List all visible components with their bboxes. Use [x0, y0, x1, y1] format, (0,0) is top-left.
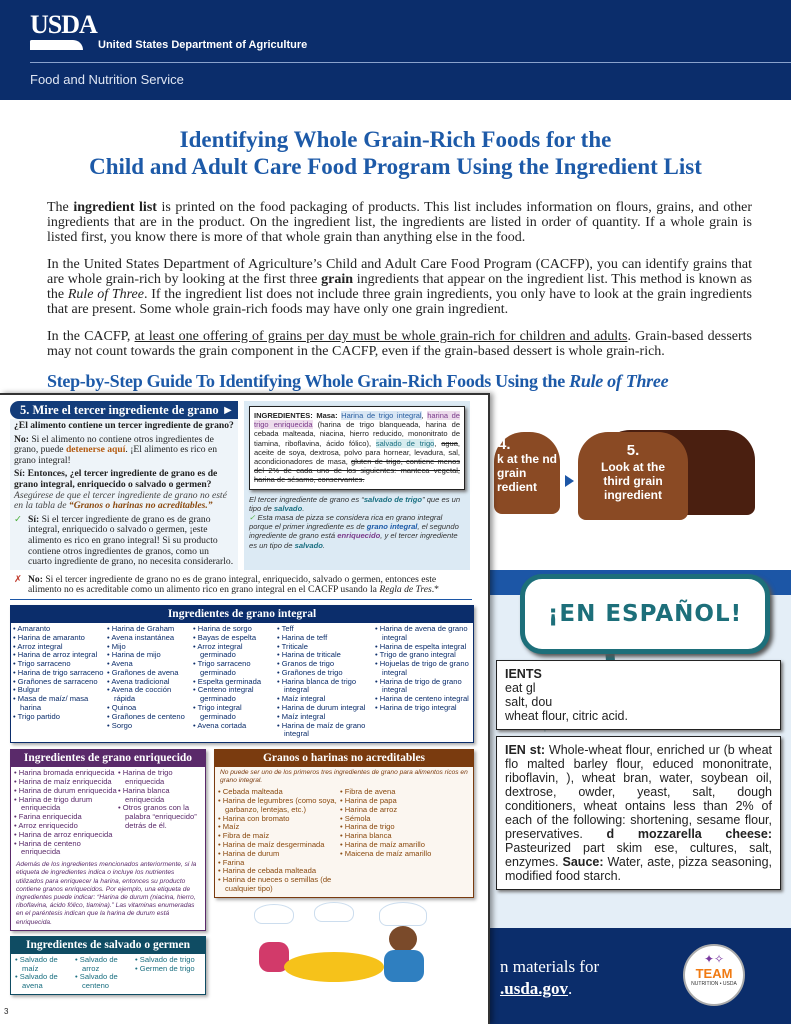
ingredient-item: • Harina de arroz [340, 806, 468, 815]
ingredient-item: • Harina de trigo integral [375, 704, 471, 713]
text: (harina de trigo blanqueada, harina de cebada malteada, niacina, hierro reducido, mononitrato de tiamina, riboflavina, ácido fólico), [254, 420, 461, 448]
text: Step-by-Step Guide To Identifying Whole Grain-Rich Foods Using the [47, 371, 570, 391]
x-mark-icon: ✗ [14, 573, 23, 585]
question: ¿El alimento contiene un tercer ingrediente de grano? [14, 420, 234, 431]
text: . [322, 540, 326, 550]
ingredient-item: • Harina de centeno integral [375, 695, 471, 704]
ingredient-item: • Salvado de avena [15, 973, 75, 991]
ingredient-item: • Trigo partido [13, 713, 107, 722]
usda-header [0, 0, 791, 100]
text: Sí: Entonces, ¿el tercer ingrediente de grano es de grano integral, enriquecido o salvado o germen? [14, 468, 218, 490]
chef-hat-icon [314, 902, 354, 922]
text: The [47, 200, 74, 215]
ingredient-item: • Harina de trigo [340, 823, 468, 832]
text: ” que es un tipo de [249, 494, 461, 513]
spanish-ingredient-label: INGREDIENTES: Masa: Harina de trigo integral, harina de trigo enriquecida (harina de trigo blanqueada, harina de cebada malteada, niacina, hierro reducido, mononitrato de tiamina, riboflavina, ácido fólico), salvado de trigo, agua, aceite de soya, dextrosa, polvo para hornear, levadura, sal, acondicionadores de masa, gluten de trigo, contiene menos del 2% de cada uno de los siguientes: manteca vegetal, harina de sésamo, conservantes. [249, 406, 465, 490]
ingredient-column [107, 625, 193, 731]
ingredient-item: • Farina enriquecida [14, 813, 118, 822]
ingredient-item: • Salvado de trigo [135, 956, 195, 965]
usda-logo: USDA [30, 10, 97, 39]
ingredient-item: • Harina de maíz amarillo [340, 841, 468, 850]
text: Si el tercer ingrediente de grano es de grano integral, enriquecido o salvado o germen, ¡este alimento es rico en grano integral! Si su producto contiene otros ingredientes de granos, como un cuarto ingrediente de grano, no necesita considerarlo. [28, 513, 234, 568]
text: In the United States Department of Agriculture’s Child and Adult Care Food Program (CACFP), you can identify grains that are whole grain-rich by looking at the first three [47, 257, 752, 287]
text: . ¡El alimento es rico en grano integral! [14, 444, 218, 466]
ingredient-item: • Granos de trigo [277, 660, 375, 669]
text: Esta masa de pizza se considera rica en grano integral porque el primer ingrediente es de [249, 513, 443, 532]
ingredient-item: • Harina de arroz enriquecida [14, 831, 118, 840]
enriched-grain-table [10, 749, 206, 931]
ingredient-column [14, 769, 118, 857]
ingredient-item: • Maíz integral [277, 695, 375, 704]
text: st: [529, 743, 546, 757]
ingredient-item: • Otros granos con la palabra “enriquecido” detrás de él. [118, 804, 202, 830]
arrow-right-icon [565, 475, 574, 487]
step-5-title: 5. Mire el tercer ingrediente de grano ► [10, 401, 238, 419]
ingredient-item: • Maíz [218, 823, 340, 832]
footer-text: n materials for .usda.gov. [500, 957, 600, 998]
ingredient-item: • Avena instantánea [107, 634, 193, 643]
intro-paragraph [47, 200, 752, 245]
chef-hat-icon [254, 904, 294, 924]
noncreditable-table [214, 749, 474, 898]
checkmark-icon: ✓ [14, 513, 23, 525]
text: Si el alimento no contiene otros ingredientes de grano, puede [14, 433, 214, 456]
ingredient-item: • Trigo de grano integral [375, 651, 471, 660]
ingredient-column [135, 956, 195, 974]
ingredient-item: • Avena tradicional [107, 678, 193, 687]
table-icon [284, 952, 384, 982]
ingredient-item: • Grañones de centeno [107, 713, 193, 722]
text: n materials for [500, 957, 600, 976]
text: Sauce: [562, 855, 604, 869]
text: No: [14, 433, 29, 445]
text: ingredient list [73, 200, 157, 215]
bread-step-5 [578, 432, 688, 520]
spanish-insert-page [0, 393, 490, 1024]
ingredient-item: • Quinoa [107, 704, 193, 713]
ingredient-item: • Harina de durum enriquecida [14, 787, 118, 796]
ingredient-item: • Fibra de maíz [218, 832, 340, 841]
ingredient-item: • Harina blanca [340, 832, 468, 841]
text: INGREDIENTES: Masa: [254, 411, 338, 420]
ingredient-item: • Masa de maíz/ masa harina [13, 695, 107, 713]
text: grain [321, 272, 354, 287]
example-panel [244, 401, 470, 570]
text: Pasteurized part skim ese, cultures, salt, enzymes. [505, 841, 772, 869]
text: Water, aste, pizza seasoning, modified food starch. [505, 855, 772, 883]
ingredient-column [340, 788, 468, 858]
text: d mozzarella cheese: [606, 827, 772, 841]
cacfp-paragraph [47, 329, 752, 359]
ingredient-item: • Arroz integral germinado [193, 643, 277, 661]
lower-tables [10, 749, 484, 995]
text: wheat flour, citric acid. [505, 709, 628, 723]
team-nutrition-logo [683, 944, 745, 1006]
text: ingredients that appear on the ingredient list. This method is known as the [47, 272, 752, 302]
step-5-content [10, 419, 238, 570]
ingredient-item: • Harina de durum [218, 850, 340, 859]
header-divider [30, 62, 791, 63]
text: agua [441, 438, 458, 448]
bran-germ-table [10, 936, 206, 995]
text: IENTS [505, 667, 542, 681]
ingredient-item: • Salvado de maíz [15, 956, 75, 974]
ingredient-item: • Sorgo [107, 722, 193, 731]
text: Si el tercer ingrediente de grano no es de grano integral, enriquecido, salvado o germen, entonces este alimento no es acreditable como un alimento rico en grano integral en el CACFP usando la [28, 573, 437, 596]
ingredient-column [118, 769, 202, 831]
text: . [302, 503, 305, 513]
text: .* [431, 584, 439, 596]
noncreditable-intro: No puede ser uno de los primeros tres ingredientes de grano para alimentos ricos en grano integral. [220, 769, 468, 785]
text: Whole-wheat flour, enriched ur (b wheat flo malted barley flour, educed mononitrate, riboflavin, ), wheat bran, water, soybean oil, dextrose, owder, yeast, salt, dough conditioners, wheat ontains less than 2% of each of the following: shortening, sesame flour, preservatives. [505, 743, 772, 841]
text: No: [28, 573, 43, 585]
text: Rule of Three [67, 287, 144, 302]
text: Harina de trigo integral [341, 411, 422, 420]
text: eat gl [505, 681, 536, 695]
ingredient-column [15, 956, 75, 991]
text: grano integral [366, 522, 418, 532]
ingredient-item: • Harina bromada enriquecida [14, 769, 118, 778]
en-espanol-badge[interactable]: ¡EN ESPAÑOL! [520, 574, 770, 654]
ingredient-item: • Harina de centeno enriquecida [14, 840, 118, 858]
ingredient-item: • Harina de legumbres (como soya, garbanzo, lentejas, etc.) [218, 797, 340, 815]
ingredient-item: • Espelta germinada [193, 678, 277, 687]
text: El tercer ingrediente de grano es “ [249, 494, 364, 504]
ingredient-column [13, 625, 107, 722]
text: Asegúrese de que el tercer ingrediente de grano no esté en la tabla de [14, 489, 227, 512]
ingredient-item: • Harina de amaranto [13, 634, 107, 643]
ingredient-item: • Harina de maíz desgerminada [218, 841, 340, 850]
rule-paragraph [47, 257, 752, 317]
ingredient-item: • Harina blanca de trigo integral [277, 678, 375, 696]
text: harina de trigo enriquecida [254, 411, 460, 430]
title-line: Identifying Whole Grain-Rich Foods for the [179, 127, 612, 152]
table-title: Granos o harinas no acreditables [215, 750, 473, 767]
lower-right [214, 749, 474, 995]
whole-grain-table [10, 605, 474, 743]
ingredient-item: • Grañones de trigo [277, 669, 375, 678]
text: salvado [273, 503, 303, 513]
table-title: Ingredientes de grano enriquecido [11, 750, 205, 767]
step-5-left [10, 401, 238, 570]
ingredient-item: • Sémola [340, 815, 468, 824]
department-name: United States Department of Agriculture [98, 39, 308, 51]
footer-link[interactable]: .usda.gov [500, 979, 569, 998]
logo-text: TEAM [695, 966, 733, 981]
children-baking-illustration [214, 902, 474, 982]
ingredient-item: • Harina de papa [340, 797, 468, 806]
chef-hat-icon [379, 902, 427, 926]
text: is printed on the food packaging of products. This list includes information on flours, grains, and other ingredients that are in the product. On the ingredient list, the ingredients are listed in order of quantity. If a whole grain is listed first, you know there is more of that whole grain than anything else in the food. [47, 200, 753, 245]
ingredient-item: • Arroz integral [13, 643, 107, 652]
ingredient-item: • Grañones de avena [107, 669, 193, 678]
text: salt, dou [505, 695, 553, 709]
ingredient-item: • Harina de maíz de grano integral [277, 722, 375, 740]
ingredient-column [277, 625, 375, 739]
ingredient-item: • Teff [277, 625, 375, 634]
logo-ring-text: NUTRITION • USDA [691, 981, 737, 987]
bread-step-4 [494, 432, 560, 514]
ingredient-item: • Fibra de avena [340, 788, 468, 797]
step-guide-heading [47, 371, 752, 391]
ingredient-column [193, 625, 277, 731]
table-title: Ingredientes de grano integral [11, 606, 473, 623]
ingredient-item: • Harina de mijo [107, 651, 193, 660]
page-number: 3 [4, 1007, 9, 1016]
text: enriquecido [337, 531, 381, 541]
step-number: 5. [626, 442, 640, 459]
text: Regla de Tres [379, 584, 432, 596]
checkmark-icon: ✓ [249, 513, 256, 523]
text: salvado de trigo [363, 494, 423, 504]
text: , el segundo ingrediente de grano está [249, 522, 459, 541]
step-5-section [10, 401, 484, 570]
ingredient-item: • Grañones de sarraceno [13, 678, 107, 687]
ingredient-item: • Harina con bromato [218, 815, 340, 824]
ingredient-item: • Trigo sarraceno [13, 660, 107, 669]
ingredient-item: • Amaranto [13, 625, 107, 634]
ingredient-item: • Arroz enriquecido [14, 822, 118, 831]
ingredient-item: • Harina de arroz integral [13, 651, 107, 660]
ingredient-item: • Harina de triticale [277, 651, 375, 660]
ingredient-item: • Hojuelas de trigo de grano integral [375, 660, 471, 678]
text: . Grain-based desserts may not count towards the grain component in the CACFP, even if the grain-based dessert is whole grain-rich. [47, 329, 752, 359]
ingredient-item: • Salvado de arroz [75, 956, 135, 974]
ingredient-item: • Farina [218, 859, 340, 868]
ingredient-item: • Harina de durum integral [277, 704, 375, 713]
ingredient-item: • Harina de avena de grano integral [375, 625, 471, 643]
ingredient-item: • Cebada malteada [218, 788, 340, 797]
text: , y el tercer ingrediente es un tipo de [249, 531, 458, 550]
text: Sí: [28, 513, 40, 525]
step-5-no-result [10, 573, 472, 600]
example-note [249, 495, 465, 550]
ingredient-column [375, 625, 471, 713]
text: salvado [294, 540, 323, 550]
ingredient-label-2 [496, 736, 781, 890]
ingredient-item: • Harina de sorgo [193, 625, 277, 634]
agency-name: Food and Nutrition Service [30, 72, 184, 87]
step-text: k at the nd grain redient [497, 452, 558, 494]
text: Rule of Three [569, 371, 669, 391]
step-number: 4. [498, 436, 511, 453]
ingredient-item: • Harina de Graham [107, 625, 193, 634]
ingredient-item: • Mijo [107, 643, 193, 652]
text: IEN [505, 743, 526, 757]
text: “Granos o harinas no acreditables.” [68, 500, 213, 512]
text: salvado de trigo [375, 438, 435, 448]
ingredient-item: • Harina de teff [277, 634, 375, 643]
ingredient-item: • Centeno integral germinado [193, 686, 277, 704]
title-line: Child and Adult Care Food Program Using the Ingredient List [89, 154, 702, 179]
ingredient-item: • Bayas de espelta [193, 634, 277, 643]
ingredient-item: • Harina de trigo durum enriquecida [14, 796, 118, 814]
ingredient-item: • Harina de trigo enriquecida [118, 769, 202, 787]
text: at least one offering of grains per day must be whole grain-rich for children and adults [134, 329, 628, 344]
ingredient-item: • Trigo sarraceno germinado [193, 660, 277, 678]
ingredient-label-1 [496, 660, 781, 730]
ingredient-column [218, 788, 340, 894]
ingredient-item: • Harina de maíz enriquecida [14, 778, 118, 787]
ingredient-item: • Avena [107, 660, 193, 669]
table-title: Ingredientes de salvado o germen [11, 937, 205, 954]
step-text: Look at the third grain ingredient [600, 460, 665, 502]
ingredient-item: • Triticale [277, 643, 375, 652]
ingredient-item: • Germen de trigo [135, 965, 195, 974]
usda-logo-mark [30, 40, 83, 50]
ingredient-item: • Harina de trigo sarraceno [13, 669, 107, 678]
ingredient-item: • Harina de nueces o semillas (de cualquier tipo) [218, 876, 340, 894]
text: detenerse aquí [65, 444, 126, 456]
ingredient-item: • Maicena de maíz amarillo [340, 850, 468, 859]
ingredient-item: • Harina de trigo de grano integral [375, 678, 471, 696]
ingredient-item: • Harina de cebada malteada [218, 867, 340, 876]
ingredient-item: • Avena de cocción rápida [107, 686, 193, 704]
ingredient-item: • Harina de espelta integral [375, 643, 471, 652]
lower-left [10, 749, 206, 995]
enriched-note: Además de los ingredientes mencionados anteriormente, si la etiqueta de ingredientes indica o incluye los nutrientes utilizados para enriquecer la harina, entonces su producto contiene granos enriquecidos. Por ejemplo, una etiqueta de ingredientes puede indicar: “Harina de durum (niacina, hierro, riboflavina, ácido fólico, tiamina).” Las vitaminas enumeradas en el paréntesis indican que la harina de durum está enriquecida. [16, 861, 197, 926]
child-body [384, 950, 424, 982]
text: . If the ingredient list does not include three grain ingredients, you only have to look at the grain ingredients that are present. Some whole grain-rich foods may have only one grain ingredient. [47, 287, 752, 317]
ingredient-item: • Trigo integral germinado [193, 704, 277, 722]
text: , aceite de soya, dextrosa, polvo para hornear, levadura, sal, acondicionadores de masa, [254, 438, 460, 467]
ingredient-item: • Avena cortada [193, 722, 277, 731]
ingredient-item: • Salvado de centeno [75, 973, 135, 991]
ingredient-item: • Bulgur [13, 686, 107, 695]
ingredient-item: • Harina blanca enriquecida [118, 787, 202, 805]
page-title [0, 126, 791, 180]
figures-icon: ✦✧ [703, 952, 725, 966]
child-face [389, 926, 417, 952]
ingredient-item: • Maíz integral [277, 713, 375, 722]
text: gluten de trigo, contiene menos del 2% de cada uno de los siguientes: manteca vegetal, harina de sésamo, conservantes. [254, 457, 461, 485]
ingredient-column [75, 956, 135, 991]
text: In the CACFP, [47, 329, 135, 344]
intro-section [47, 200, 752, 391]
